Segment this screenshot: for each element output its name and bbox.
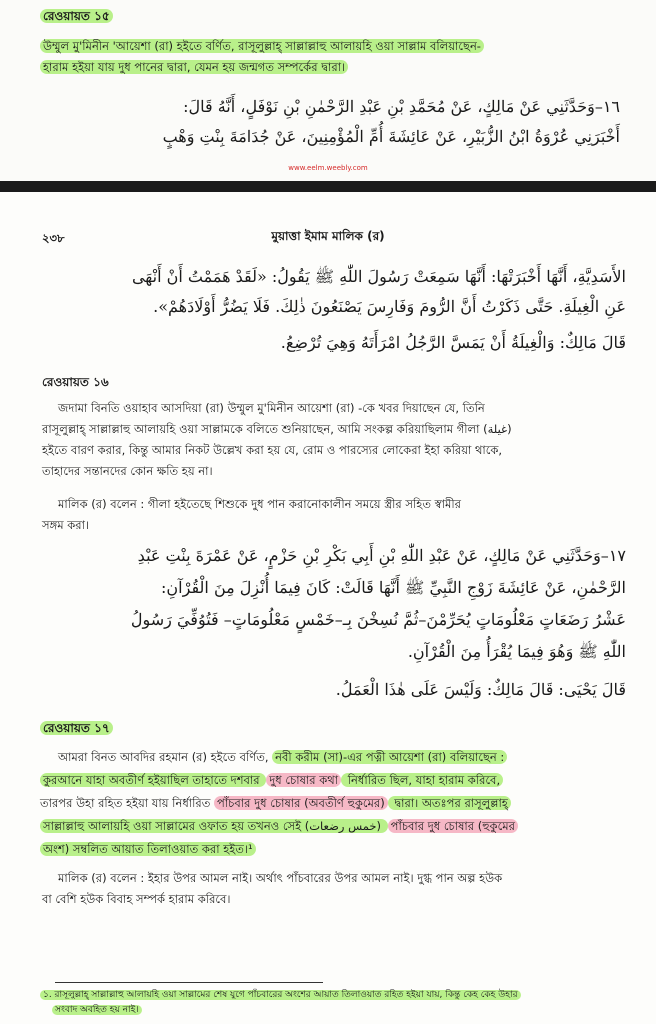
top-page (0, 0, 656, 181)
bn-text: আমরা বিনত আবদির রহমান (র) হইতে বর্ণিত, (58, 750, 273, 764)
website-url: www.eelm.weebly.com (288, 164, 368, 172)
rewayat-15-heading: রেওয়ায়ত ১৫ (40, 8, 113, 28)
highlight-green: নির্ধারিত ছিল, যাহা হারাম করিবে, (341, 773, 503, 787)
rewayat-17-paragraph-2 (42, 868, 628, 910)
rewayat-16-paragraph-1 (42, 398, 628, 482)
highlight-pink: দুধ চোষার কথা (266, 773, 341, 787)
rewayat-17-heading: রেওয়ায়ত ১৭ (40, 720, 113, 740)
highlight-green: নবী করীম (সা)-এর পত্নী আয়েশা (রা) বলিয়াছেন : (272, 750, 507, 764)
arabic-line: الأَسَدِيَّةِ، أَنَّهَا أَخْبَرَتْهَا: أَنَّهَا سَمِعَتْ رَسُولَ اللّٰهِ ﷺ يَقُولُ: «لَقَدْ هَمَمْتُ أَنْ أَنْهَى (131, 267, 626, 286)
footnote-line: ১. রাসূলুল্লাহ্ সাল্লাল্লাহু আলায়হি ওয়া সাল্লামের শেষ যুগে পাঁচবারের অংশের আয়াত তিলাওয়াত রহিত হইয়া যায়, কিন্তু কেহ কেহ উহার (40, 990, 521, 1000)
footnote (40, 988, 636, 1018)
page-number: ২৩৮ (42, 231, 65, 245)
arabic-hadith-16 (30, 262, 626, 358)
arabic-hadith-17 (30, 540, 626, 706)
bn-line: তাহাদের সন্তানদের কোন ক্ষতি হয় না। (42, 464, 213, 478)
rewayat-17-paragraph-1 (40, 746, 630, 861)
arabic-line: قَالَ يَحْيَى: قَالَ مَالِكٌ: وَلَيْسَ عَلَى هٰذَا الْعَمَلُ. (335, 680, 626, 699)
page-divider (0, 181, 656, 192)
bn-line: হইতে বারণ করার, কিন্তু আমার নিকট উল্লেখ করা হয় যে, রোম ও পারস্যের লোকেরা ইহা করিয়া থাকে, (42, 443, 503, 457)
arabic-line: عَنِ الْغِيلَةِ. حَتَّى ذَكَرْتُ أَنَّ الرُّومَ وَفَارِسَ يَصْنَعُونَ ذٰلِكَ. فَلَا يَضُرُّ أَوْلَادَهُمْ». (153, 297, 626, 316)
arabic-line: عَشْرُ رَضَعَاتٍ مَعْلُومَاتٍ يُحَرِّمْنَ–ثُمَّ نُسِخْنَ بِـ–خَمْسٍ مَعْلُومَاتٍ– فَتُوُفِّيَ رَسُولُ (130, 610, 626, 629)
arabic-hadith-16-intro (30, 92, 620, 152)
highlight-pink: পাঁচবার দুধ চোষার (হুকুমের (388, 819, 518, 833)
highlight-green: সাল্লাল্লাহু আলায়হি ওয়া সাল্লামের ওফাত হয় তখনও সেই (خمس رضعات) (40, 819, 388, 833)
bn-line: সঙ্গম করা। (42, 518, 90, 532)
arabic-line: اللّٰهِ ﷺ وَهُوَ فِيمَا يُقْرَأُ مِنَ الْقُرْآنِ. (407, 642, 626, 661)
bn-line: বা বেশি হউক বিবাহ সম্পর্ক হারাম করিবে। (42, 892, 231, 906)
bn-line: উম্মুল মু'মিনীন 'আয়েশা (রা) হইতে বর্ণিত, রাসূলুল্লাহ্ সাল্লাল্লাহু আলায়হি ওয়া সাল্লাম বলিয়াছেন- (40, 39, 484, 53)
bn-line: মালিক (র) বলেন : ইহার উপর আমল নাই। অর্থাৎ পাঁচবারের উপর আমল নাই। দুগ্ধ পান অল্প হউক (58, 871, 503, 885)
highlight-green: দ্বারা। অতঃপর রাসূলুল্লাহ্ (388, 796, 511, 810)
footnote-line: সংবাদ অবহিত হয় নাই। (52, 1005, 142, 1015)
rewayat-15-text (40, 36, 620, 78)
page-title: মুয়াত্তা ইমাম মালিক (র) (271, 229, 385, 243)
bn-line: জদামা বিনতি ওয়াহাব আসদিয়া (রা) উম্মুল মু'মিনীন আয়েশা (রা) -কে খবর দিয়াছেন যে, তিনি (58, 401, 485, 415)
bn-line: মালিক (র) বলেন : গীলা হইতেছে শিশুকে দুধ পান করানোকালীন সময়ে স্ত্রীর সহিত স্বামীর (58, 497, 461, 511)
arabic-line: أَخْبَرَنِي عُرْوَةُ ابْنُ الزُّبَيْرِ، عَنْ عَائِشَةَ أُمِّ الْمُؤْمِنِينَ، عَنْ جُدَامَةَ بِنْتِ وَهْبٍ (162, 127, 620, 146)
footnote-separator (55, 982, 323, 983)
highlight-green: অংশ) সম্বলিত আয়াত তিলাওয়াত করা হইত।¹ (40, 842, 256, 856)
rewayat-16-paragraph-2 (42, 494, 628, 536)
bn-line: হারাম হইয়া যায় দুধ পানের দ্বারা, যেমন হয় জন্মগত সম্পর্কের দ্বারা। (40, 60, 348, 74)
bn-line: রাসূলুল্লাহ্ সাল্লাল্লাহু আলায়হি ওয়া সাল্লামকে বলিতে শুনিয়াছেন, আমি সংকল্প করিয়াছিলাম গীলা (غيلة) (42, 422, 512, 436)
rewayat-16-heading: রেওয়ায়ত ১৬ (42, 375, 109, 389)
arabic-line: الرَّحْمٰنِ، عَنْ عَائِشَةَ زَوْجِ النَّبِيِّ ﷺ أَنَّهَا قَالَتْ: كَانَ فِيمَا أُنْزِلَ مِنَ الْقُرْآنِ: (161, 578, 626, 597)
bn-text: তারপর উহা রহিত হইয়া যায় নির্ধারিত (40, 796, 215, 810)
arabic-line: ١٧–وَحَدَّثَنِي عَنْ مَالِكٍ، عَنْ عَبْدِ اللّٰهِ بْنِ أَبِي بَكْرِ بْنِ حَزْمٍ، عَنْ عَمْرَةَ بِنْتِ عَبْدِ (137, 546, 626, 565)
highlight-pink: পাঁচবার দুধ চোষার (অবতীর্ণ হুকুমের) (214, 796, 388, 810)
arabic-line: ١٦–وَحَدَّثَنِي عَنْ مَالِكٍ، عَنْ مُحَمَّدِ بْنِ عَبْدِ الرَّحْمٰنِ بْنِ نَوْفَلٍ، أَنَّهُ قَالَ: (183, 97, 620, 116)
arabic-line: قَالَ مَالِكٌ: وَالْغِيلَةُ أَنْ يَمَسَّ الرَّجُلُ امْرَأَتَهُ وَهِيَ تُرْضِعُ. (280, 333, 626, 352)
highlight-green: কুরআনে যাহা অবতীর্ণ হইয়াছিল তাহাতে দশবার (40, 773, 266, 787)
